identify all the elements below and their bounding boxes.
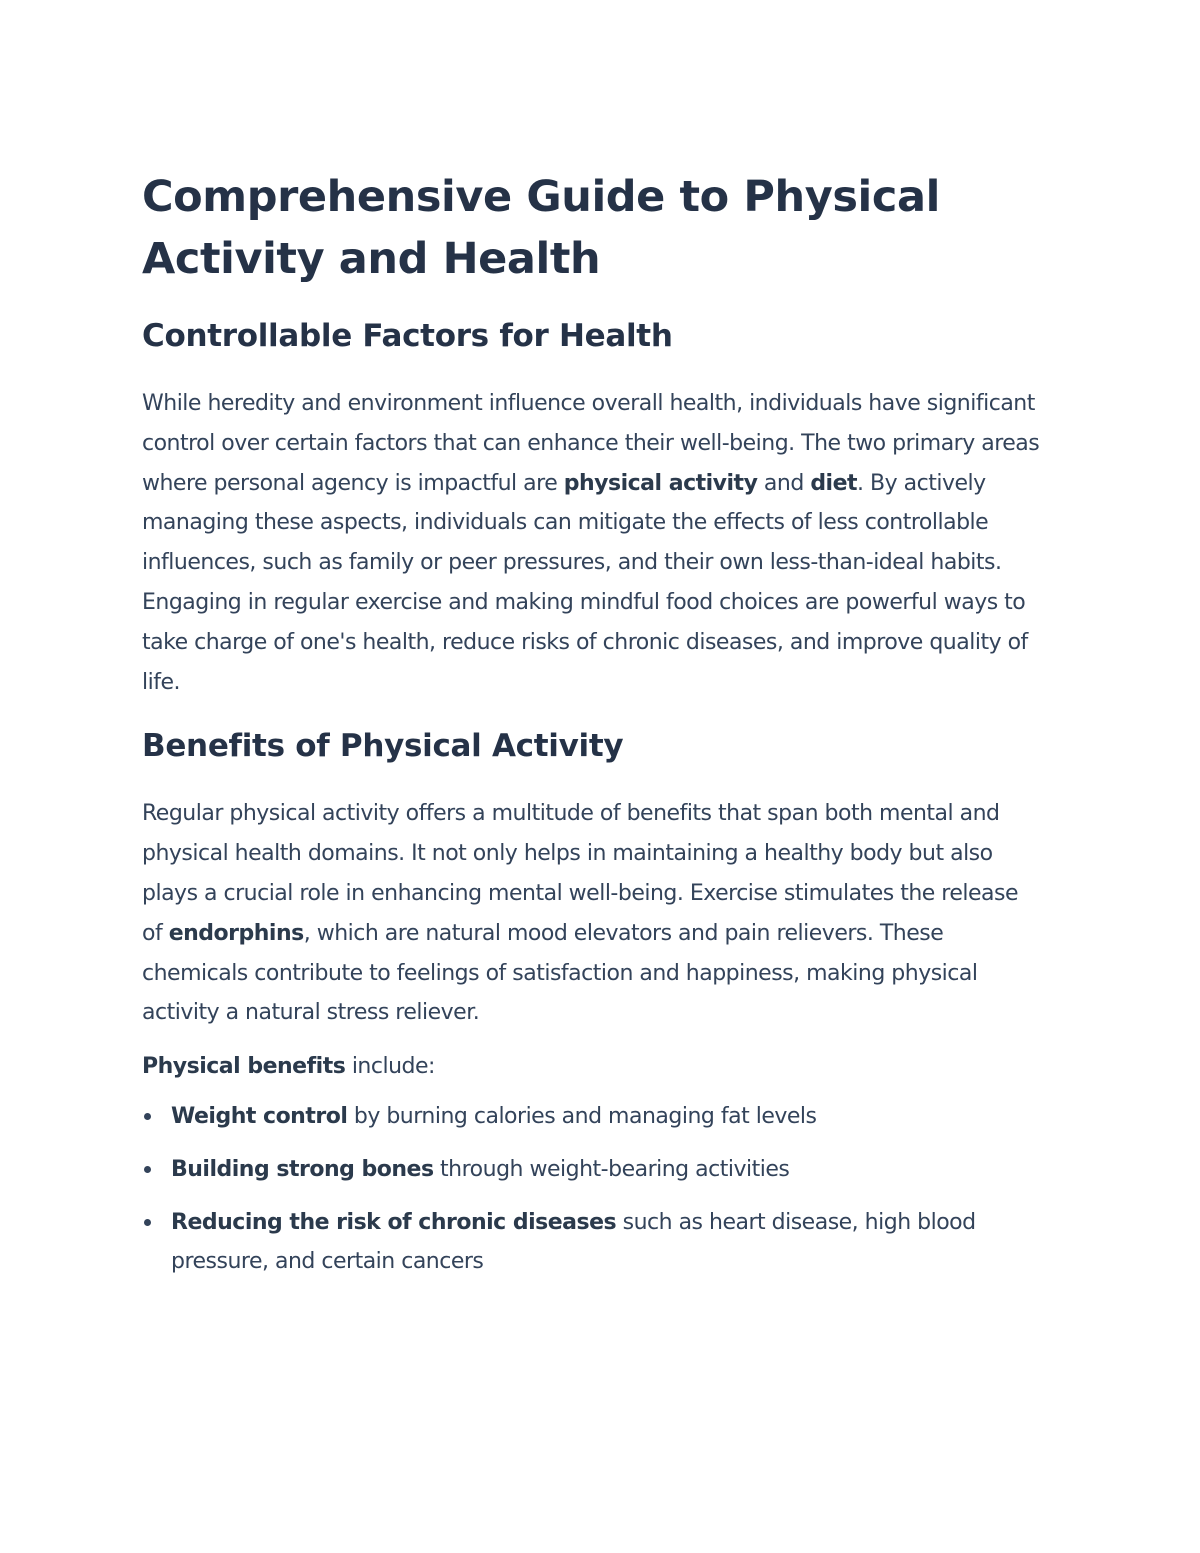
list-item-bold: Weight control: [171, 1103, 348, 1129]
list-item-bold: Building strong bones: [171, 1156, 434, 1182]
bullet-icon: [144, 1219, 151, 1226]
paragraph-benefits: [142, 794, 1042, 1033]
paragraph-text: . By actively managing these aspects, individuals can mitigate the effects of less controllable influences, such as family or peer pressures, and their own less-than-ideal habits. Engaging in regular exercise and making mindful food choices are powerful ways to take charge of one's health, reduce risks of chronic diseases, and improve quality of life.: [142, 470, 1028, 695]
list-item-text: by burning calories and managing fat levels: [347, 1103, 817, 1129]
list-item-bold: Reducing the risk of chronic diseases: [171, 1209, 617, 1235]
list-item: [142, 1150, 1042, 1190]
bullet-icon: [144, 1166, 151, 1173]
paragraph-controllable-factors: [142, 384, 1042, 702]
section-heading-controllable-factors: Controllable Factors for Health: [142, 318, 673, 354]
page-title: Comprehensive Guide to Physical Activity and Health: [142, 172, 940, 284]
lead-text: include:: [345, 1054, 435, 1080]
list-item-text: through weight-bearing activities: [433, 1156, 790, 1182]
paragraph-text: , which are natural mood elevators and pain relievers. These chemicals contribute to feelings of satisfaction and happiness, making physical activity a natural stress reliever.: [142, 920, 978, 1026]
paragraph-text: While heredity and environment influence overall health, individuals have significant control over certain factors that can enhance their well-being. The two primary areas where personal agency is impactful are: [142, 391, 1040, 496]
paragraph-text: and: [757, 470, 811, 496]
bold-term-physical-activity: physical activity: [563, 470, 758, 496]
document-page: [142, 166, 1042, 1295]
bullet-icon: [144, 1113, 151, 1120]
paragraph-text: Regular physical activity offers a multitude of benefits that span both mental and physical health domains. It not only helps in maintaining a healthy body but also plays a crucial role in enhancing mental well-being. Exercise stimulates the release of: [142, 801, 1019, 946]
list-item: [142, 1203, 1042, 1283]
bold-term-endorphins: endorphins: [168, 920, 304, 946]
list-item: [142, 1097, 1042, 1137]
physical-benefits-list: [142, 1097, 1042, 1282]
bold-term-physical-benefits: Physical benefits: [142, 1054, 346, 1080]
section-heading-benefits: Benefits of Physical Activity: [142, 728, 624, 765]
bold-term-diet: diet: [810, 470, 858, 496]
physical-benefits-lead: [142, 1047, 1042, 1087]
list-item-text: such as heart disease, high blood pressure, and certain cancers: [171, 1209, 976, 1275]
